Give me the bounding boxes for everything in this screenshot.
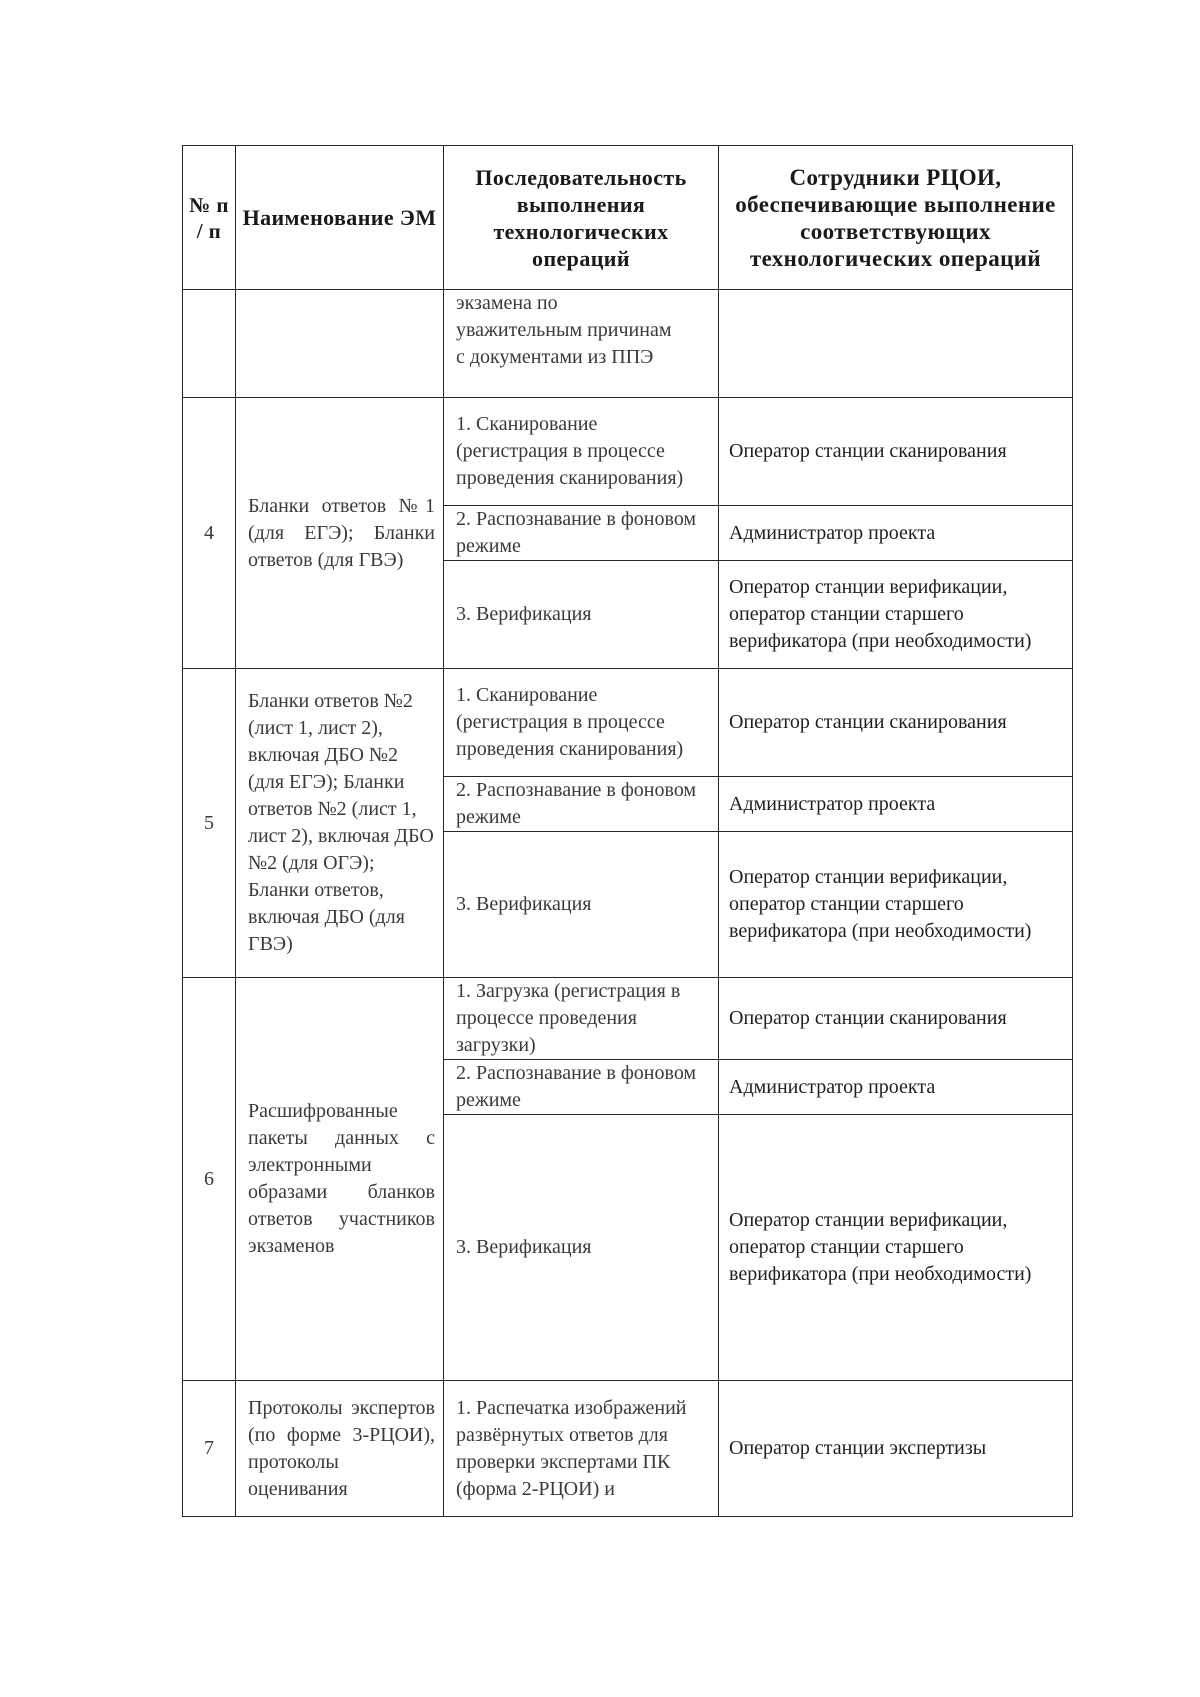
operation-step: 2. Распознавание в фоновом режиме <box>444 1060 719 1115</box>
header-sequence <box>444 146 719 290</box>
row-number: 5 <box>183 669 236 978</box>
employee-role: Оператор станции сканирования <box>719 669 1073 777</box>
employee-role: Оператор станции экспертизы <box>719 1381 1073 1517</box>
operation-step: 1. Сканирование (регистрация в процессе проведения сканирования) <box>444 669 719 777</box>
header-employees-label: Сотрудники РЦОИ, обеспечивающие выполнение соответствующих технологических операций <box>735 164 1056 271</box>
table-row <box>183 398 1073 506</box>
header-sequence-label: Последовательность выполнения технологических операций <box>475 164 687 271</box>
em-name: Бланки ответов №1 (для ЕГЭ); Бланки ответов (для ГВЭ) <box>236 398 444 669</box>
cell-name <box>236 290 444 398</box>
em-name: Бланки ответов №2 (лист 1, лист 2), включая ДБО №2 (для ЕГЭ); Бланки ответов №2 (лист 1, лист 2), включая ДБО №2 (для ОГЭ); Бланки ответов, включая ДБО (для ГВЭ) <box>236 669 444 978</box>
operation-step: 1. Загрузка (регистрация в процессе проведения загрузки) <box>444 978 719 1060</box>
operation-line: уважительным причинам <box>456 319 672 341</box>
header-number-label: № п / п <box>189 192 229 243</box>
header-employees <box>719 146 1073 290</box>
employee-role: Оператор станции верификации, оператор станции старшего верификатора (при необходимости) <box>719 1115 1073 1381</box>
technological-operations-table <box>182 145 1073 1517</box>
operation-step: 3. Верификация <box>444 832 719 978</box>
operation-step: 1. Сканирование (регистрация в процессе проведения сканирования) <box>444 398 719 506</box>
header-number <box>183 146 236 290</box>
employee-role: Оператор станции сканирования <box>719 978 1073 1060</box>
row-number: 7 <box>183 1381 236 1517</box>
header-name-label: Наименование ЭМ <box>242 205 437 230</box>
operation-step: 2. Распознавание в фоновом режиме <box>444 506 719 561</box>
row-number: 6 <box>183 978 236 1381</box>
header-name <box>236 146 444 290</box>
employee-role: Администратор проекта <box>719 777 1073 832</box>
employee-role: Оператор станции сканирования <box>719 398 1073 506</box>
cell-operation <box>444 290 719 398</box>
employee-role: Администратор проекта <box>719 506 1073 561</box>
table-row <box>183 669 1073 777</box>
operation-step: 3. Верификация <box>444 1115 719 1381</box>
em-name: Расшифрованные пакеты данных с электронными образами бланков ответов участников экзаменов <box>236 978 444 1381</box>
operation-line: экзамена по <box>456 292 558 314</box>
cell-number <box>183 290 236 398</box>
employee-role: Оператор станции верификации, оператор станции старшего верификатора (при необходимости) <box>719 832 1073 978</box>
operation-line: с документами из ППЭ <box>456 346 654 368</box>
table-row <box>183 1381 1073 1517</box>
table-header-row <box>183 146 1073 290</box>
table-row <box>183 290 1073 398</box>
cell-employee <box>719 290 1073 398</box>
row-number: 4 <box>183 398 236 669</box>
employee-role: Администратор проекта <box>719 1060 1073 1115</box>
operation-step: 1. Распечатка изображений развёрнутых ответов для проверки экспертами ПК (форма 2-РЦОИ) и <box>444 1381 719 1517</box>
employee-role: Оператор станции верификации, оператор станции старшего верификатора (при необходимости) <box>719 561 1073 669</box>
operation-step: 2. Распознавание в фоновом режиме <box>444 777 719 832</box>
operation-step: 3. Верификация <box>444 561 719 669</box>
em-name: Протоколы экспертов (по форме 3-РЦОИ), протоколы оценивания <box>236 1381 444 1517</box>
table-row <box>183 978 1073 1060</box>
